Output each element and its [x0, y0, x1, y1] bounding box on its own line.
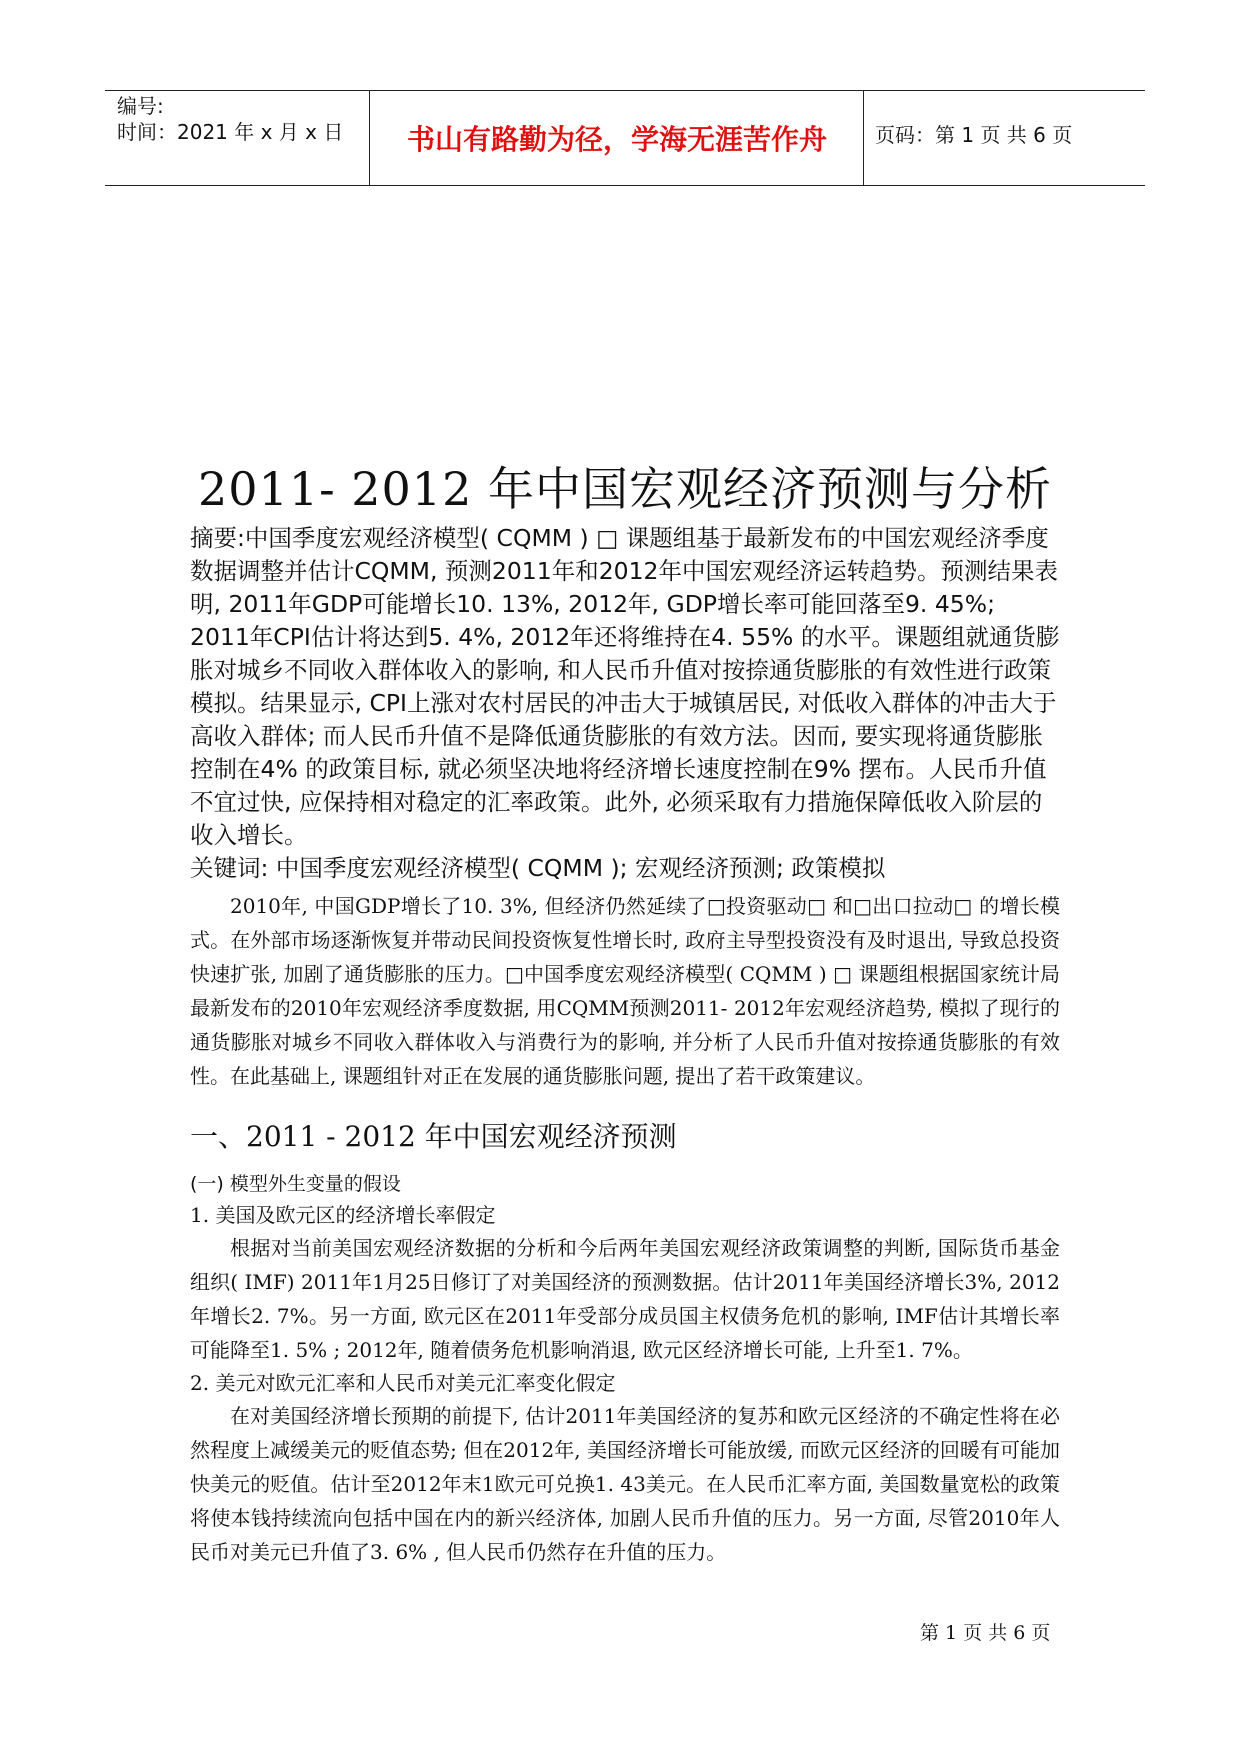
header-divider-right	[863, 91, 864, 185]
abstract: 摘要:中国季度宏观经济模型( CQMM ) □ 课题组基于最新发布的中国宏观经济季度数据调整并估计CQMM, 预测2011年和2012年中国宏观经济运转趋势。预测结果表明, 2011年GDP可能增长10. 13%, 2012年, GDP增长率可能回落至9. 45%; 2011年CPI估计将达到5. 4%, 2012年还将维持在4. 55% 的水平。课题组就通货膨胀对城乡不同收入群体收入的影响, 和人民币升值对按捺通货膨胀的有效性进行政策模拟。结果显示, CPI上涨对农村居民的冲击大于城镇居民, 对低收入群体的冲击大于高收入群体; 而人民币升值不是降低通货膨胀的有效方法。因而, 要实现将通货膨胀控制在4% 的政策目标, 就必须坚决地将经济增长速度控制在9% 摆布。人民币升值不宜过快, 应保持相对稳定的汇率政策。此外, 必须采取有力措施保障低收入阶层的收入增长。	[190, 524, 1060, 849]
doc-number-label: 编号:	[117, 94, 164, 118]
page-footer: 第 1 页 共 6 页	[920, 1622, 1051, 1644]
subsection-heading: (一) 模型外生变量的假设	[190, 1173, 401, 1195]
item-heading-1: 1. 美国及欧元区的经济增长率假定	[190, 1203, 496, 1227]
page-header	[105, 90, 1145, 186]
item-paragraph-1: 根据对当前美国宏观经济数据的分析和今后两年美国宏观经济政策调整的判断, 国际货币基金组织( IMF) 2011年1月25日修订了对美国经济的预测数据。估计2011年美国经济增长3%, 2012年增长2. 7%。另一方面, 欧元区在2011年受部分成员国主权债务危机的影响, IMF估计其增长率可能降至1. 5% ; 2012年, 随着债务危机影响消退, 欧元区经济增长可能, 上升至1. 7%。	[190, 1236, 1060, 1362]
document-body	[190, 460, 1060, 1569]
intro-paragraph: 2010年, 中国GDP增长了10. 3%, 但经济仍然延续了□投资驱动□ 和□出口拉动□ 的增长模式。在外部市场逐渐恢复并带动民间投资恢复性增长时, 政府主导型投资没有及时退出, 导致总投资快速扩张, 加剧了通货膨胀的压力。□中国季度宏观经济模型( CQMM ) □ 课题组根据国家统计局最新发布的2010年宏观经济季度数据, 用CQMM预测2011- 2012年宏观经济趋势, 模拟了现行的通货膨胀对城乡不同收入群体收入与消费行为的影响, 并分析了人民币升值对按捺通货膨胀的有效性。在此基础上, 课题组针对正在发展的通货膨胀问题, 提出了若干政策建议。	[190, 894, 1060, 1088]
section-heading: 一、2011 - 2012 年中国宏观经济预测	[190, 1120, 677, 1153]
header-motto: 书山有路勤为径，学海无涯苦作舟	[406, 123, 827, 156]
header-divider-left	[369, 91, 370, 185]
doc-time-label: 时间：2021 年 x 月 x 日	[117, 120, 344, 144]
item-paragraph-2: 在对美国经济增长预期的前提下, 估计2011年美国经济的复苏和欧元区经济的不确定性将在必然程度上减缓美元的贬值态势; 但在2012年, 美国经济增长可能放缓, 而欧元区经济的回暖有可能加快美元的贬值。估计至2012年末1欧元可兑换1. 43美元。在人民币汇率方面, 美国数量宽松的政策将使本钱持续流向包括中国在内的新兴经济体, 加剧人民币升值的压力。另一方面, 尽管2010年人民币对美元已升值了3. 6% , 但人民币仍然存在升值的压力。	[190, 1404, 1060, 1564]
item-heading-2: 2. 美元对欧元汇率和人民币对美元汇率变化假定	[190, 1371, 616, 1395]
document-title: 2011- 2012 年中国宏观经济预测与分析	[198, 462, 1052, 516]
header-left	[117, 91, 362, 185]
keywords: 关键词: 中国季度宏观经济模型( CQMM ); 宏观经济预测; 政策模拟	[190, 854, 886, 882]
header-page-label: 页码：第 1 页 共 6 页	[875, 122, 1073, 147]
